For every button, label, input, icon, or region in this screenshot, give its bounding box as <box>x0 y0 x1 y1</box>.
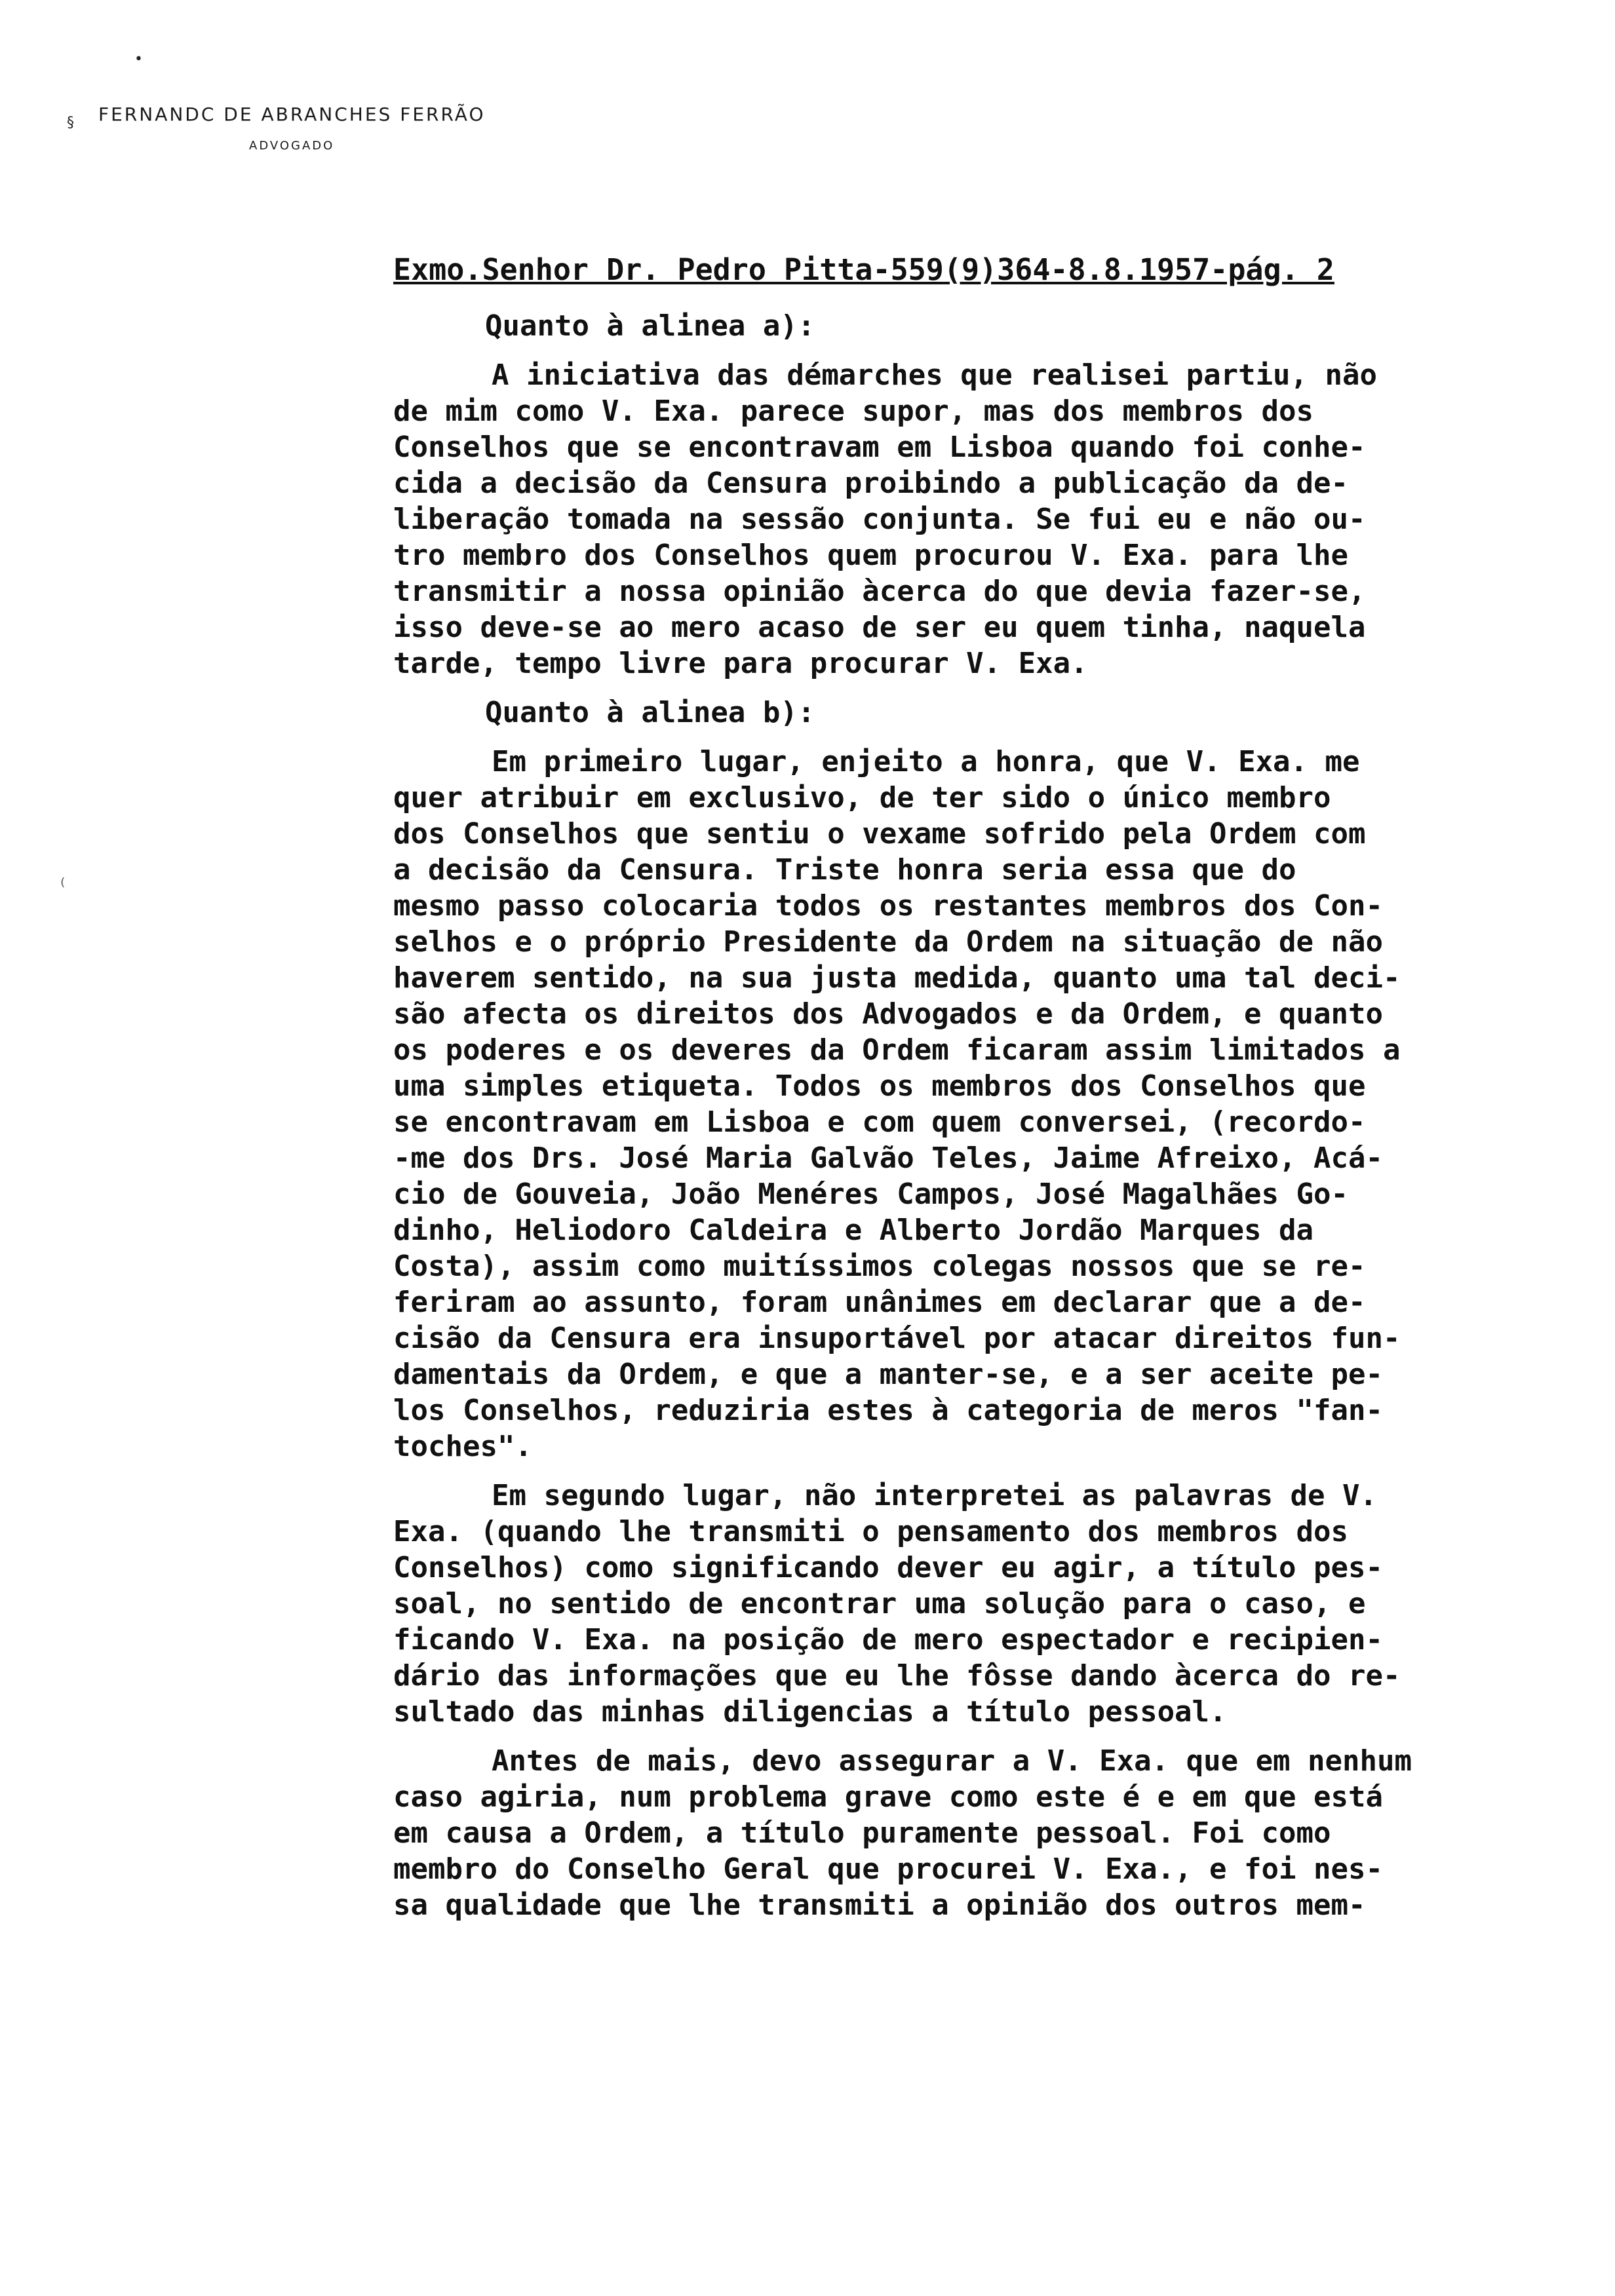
text-line: los Conselhos, reduziria estes à categoria de meros "fan- <box>393 1394 1383 1427</box>
text-line: Exa. (quando lhe transmiti o pensamento dos membros dos <box>393 1515 1348 1548</box>
paragraph <box>393 357 1521 681</box>
text-line: uma simples etiqueta. Todos os membros dos Conselhos que <box>393 1069 1366 1103</box>
text-line: são afecta os direitos dos Advogados e da Ordem, e quanto <box>393 997 1383 1031</box>
section-heading: Quanto à alinea b): <box>485 696 815 729</box>
text-line: quer atribuir em exclusivo, de ter sido o único membro <box>393 781 1331 814</box>
paragraph <box>393 1478 1521 1730</box>
text-line: selhos e o próprio Presidente da Ordem na situação de não <box>393 925 1383 959</box>
text-line: membro do Conselho Geral que procurei V. Exa., e foi nes- <box>393 1852 1383 1886</box>
text-line: os poderes e os deveres da Ordem ficaram assim limitados a <box>393 1033 1401 1067</box>
text-line: -me dos Drs. José Maria Galvão Teles, Jaime Afreixo, Acá- <box>393 1141 1383 1175</box>
text-line: Costa), assim como muitíssimos colegas nossos que se re- <box>393 1250 1366 1283</box>
ink-dot: • <box>134 51 143 67</box>
text-line: liberação tomada na sessão conjunta. Se fui eu e não ou- <box>393 503 1366 536</box>
text-line: caso agiria, num problema grave como este é e em que está <box>393 1780 1383 1814</box>
text-line: tro membro dos Conselhos quem procurou V. Exa. para lhe <box>393 539 1348 572</box>
text-line: Antes de mais, devo assegurar a V. Exa. que em nenhum <box>492 1744 1412 1778</box>
text-line: dário das informações que eu lhe fôsse dando àcerca do re- <box>393 1659 1401 1693</box>
text-line: cida a decisão da Censura proibindo a publicação da de- <box>393 467 1348 500</box>
text-line: Conselhos que se encontravam em Lisboa quando foi conhe- <box>393 430 1366 464</box>
text-line: sultado das minhas diligencias a título pessoal. <box>393 1695 1227 1729</box>
margin-mark: § <box>67 115 74 131</box>
letterhead-name: FERNANDC DE ABRANCHES FERRÃO <box>98 104 486 125</box>
letter-body <box>393 308 1521 1936</box>
text-line: tarde, tempo livre para procurar V. Exa. <box>393 647 1088 680</box>
text-line: A iniciativa das démarches que realisei partiu, não <box>492 358 1378 392</box>
text-line: dinho, Heliodoro Caldeira e Alberto Jordão Marques da <box>393 1214 1313 1247</box>
paragraph <box>393 1743 1521 1923</box>
text-line: toches". <box>393 1430 532 1463</box>
text-line: mesmo passo colocaria todos os restantes membros dos Con- <box>393 889 1383 923</box>
text-line: a decisão da Censura. Triste honra seria essa que do <box>393 853 1296 887</box>
text-line: soal, no sentido de encontrar uma solução para o caso, e <box>393 1587 1366 1620</box>
text-line: em causa a Ordem, a título puramente pessoal. Foi como <box>393 1816 1331 1850</box>
text-line: dos Conselhos que sentiu o vexame sofrido pela Ordem com <box>393 817 1366 851</box>
text-line: Conselhos) como significando dever eu agir, a título pes- <box>393 1551 1383 1584</box>
text-line: cisão da Censura era insuportável por atacar direitos fun- <box>393 1322 1401 1355</box>
text-line: isso deve-se ao mero acaso de ser eu quem tinha, naquela <box>393 611 1366 644</box>
text-line: feriram ao assunto, foram unânimes em declarar que a de- <box>393 1286 1366 1319</box>
margin-mark: ⁽ <box>60 875 66 898</box>
text-line: damentais da Ordem, e que a manter-se, e a ser aceite pe- <box>393 1358 1383 1391</box>
text-line: Em primeiro lugar, enjeito a honra, que V. Exa. me <box>492 745 1360 778</box>
text-line: se encontravam em Lisboa e com quem conversei, (recordo- <box>393 1105 1366 1139</box>
section-heading: Quanto à alinea a): <box>485 309 815 343</box>
letterhead-role: ADVOGADO <box>249 139 335 153</box>
text-line: Em segundo lugar, não interpretei as palavras de V. <box>492 1479 1378 1512</box>
page-header: Exmo.Senhor Dr. Pedro Pitta-559(9)364-8.8.1957-pág. 2 <box>393 252 1334 287</box>
paragraph <box>393 744 1521 1464</box>
text-line: cio de Gouveia, João Menéres Campos, José Magalhães Go- <box>393 1177 1348 1211</box>
text-line: transmitir a nossa opinião àcerca do que devia fazer-se, <box>393 575 1366 608</box>
text-line: de mim como V. Exa. parece supor, mas dos membros dos <box>393 394 1313 428</box>
text-line: haverem sentido, na sua justa medida, quanto uma tal deci- <box>393 961 1401 995</box>
text-line: ficando V. Exa. na posição de mero espectador e recipien- <box>393 1623 1383 1656</box>
text-line: sa qualidade que lhe transmiti a opinião dos outros mem- <box>393 1888 1366 1922</box>
